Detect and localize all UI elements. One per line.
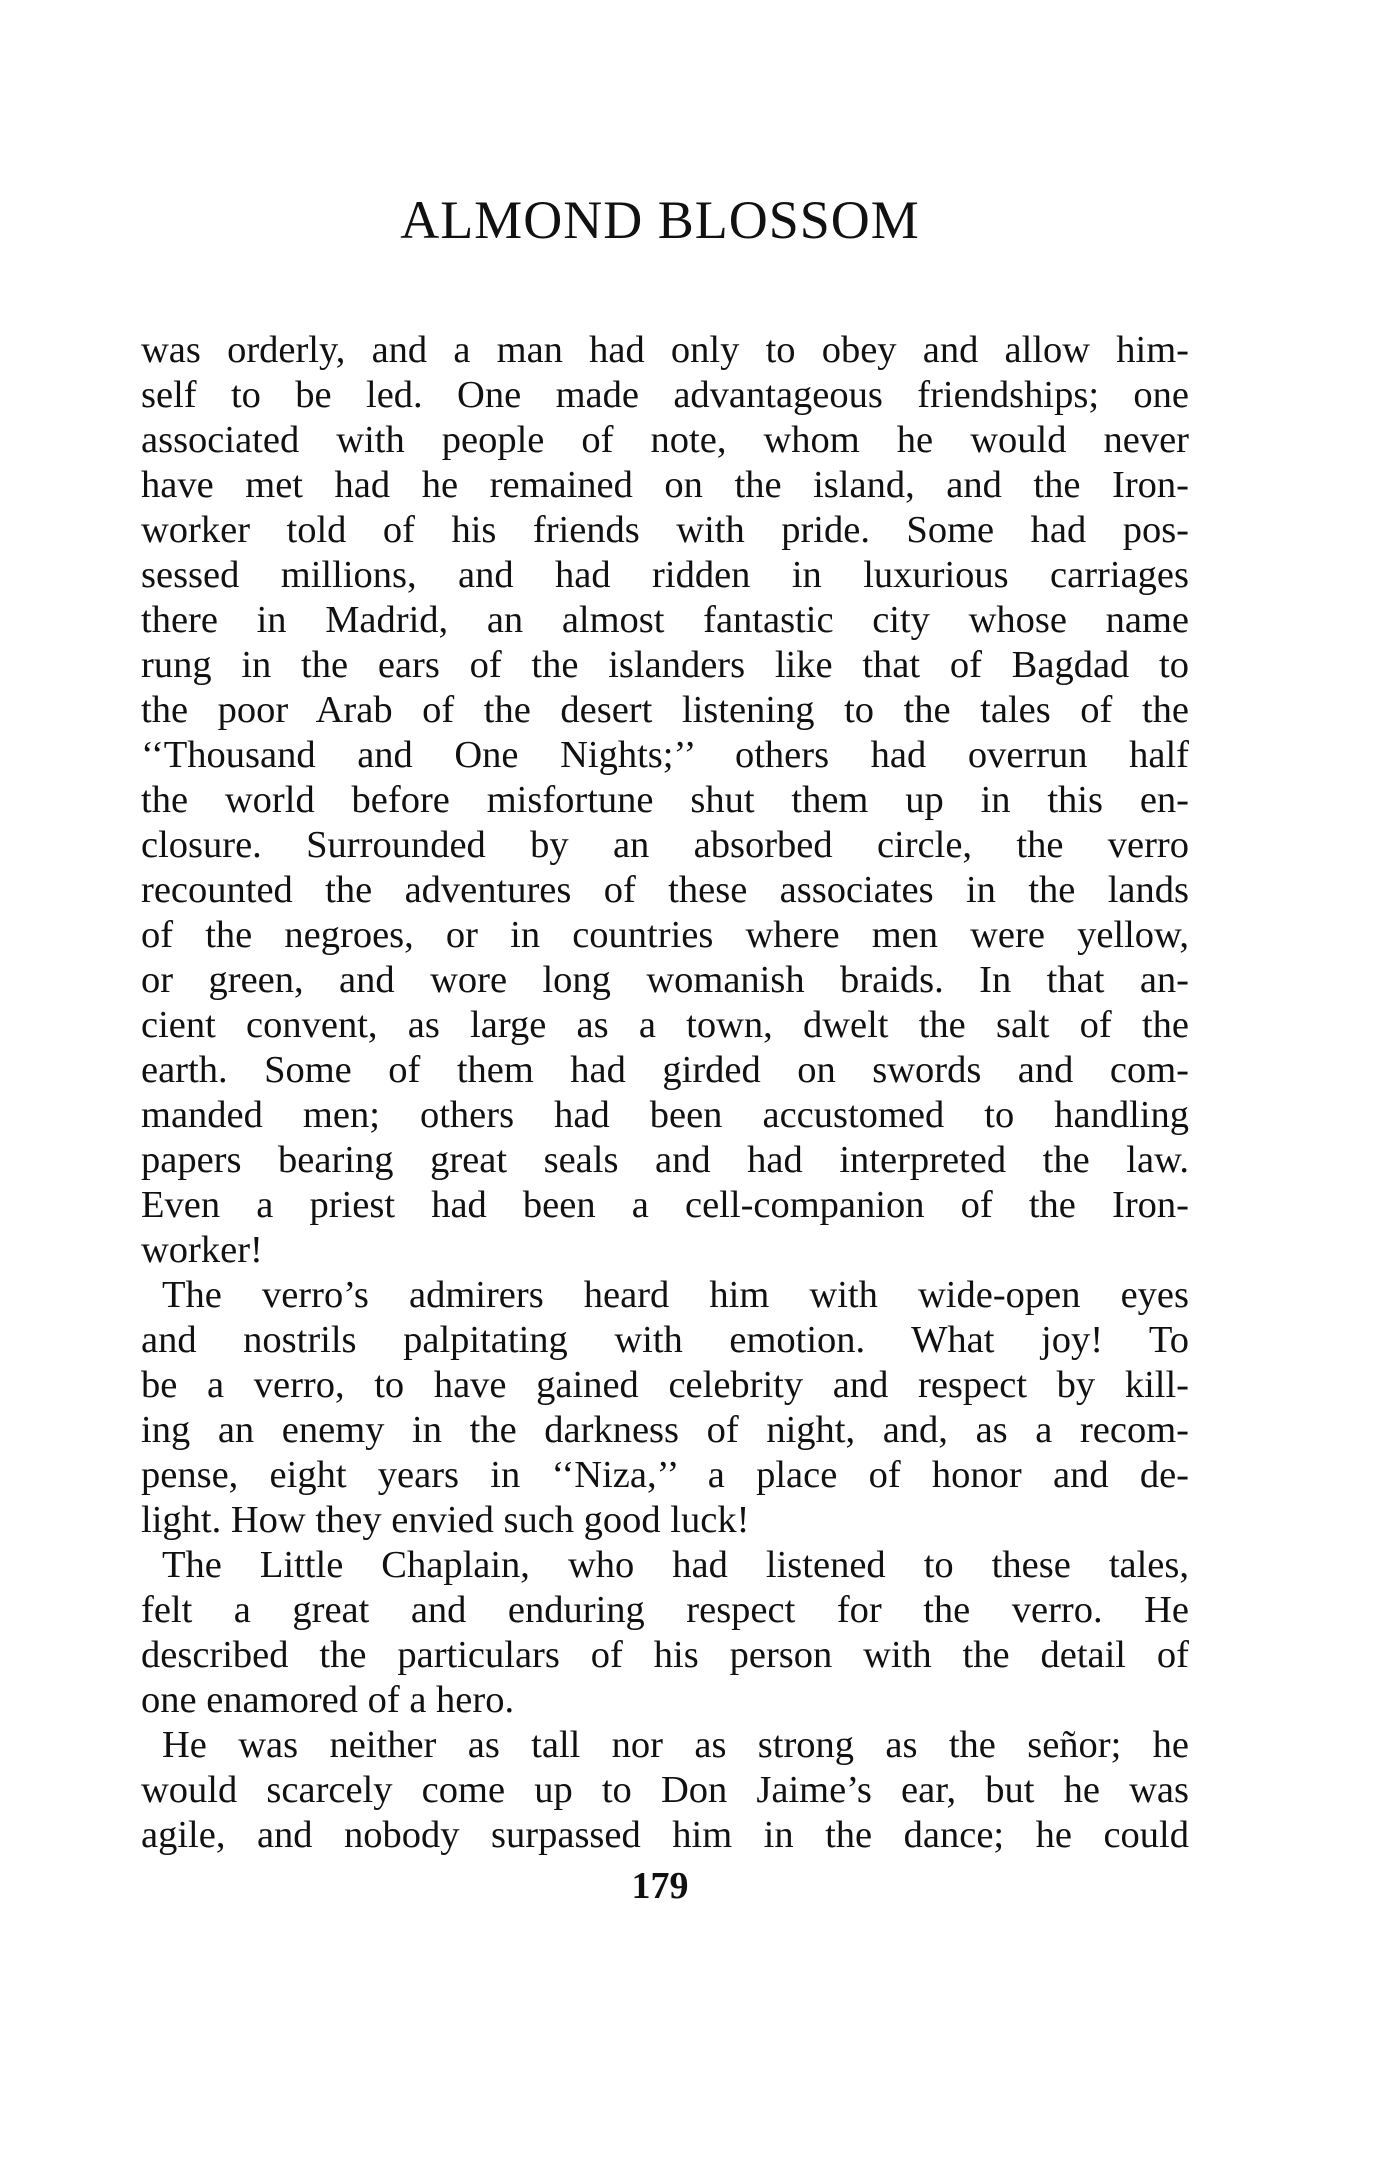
text-line: recounted the adventures of these associates in the lands — [141, 869, 1189, 911]
text-line: associated with people of note, whom he would never — [141, 419, 1189, 461]
text-line: have met had he remained on the island, and the Iron- — [141, 464, 1189, 506]
text-line: be a verro, to have gained celebrity and respect by kill- — [141, 1364, 1189, 1406]
text-line: agile, and nobody surpassed him in the dance; he could — [141, 1814, 1189, 1856]
text-line: or green, and wore long womanish braids. In that an- — [141, 959, 1189, 1001]
text-line: manded men; others had been accustomed to handling — [141, 1094, 1189, 1136]
text-line: self to be led. One made advantageous friendships; one — [141, 374, 1189, 416]
page-number: 179 — [631, 1865, 689, 1907]
text-line: of the negroes, or in countries where men were yellow, — [141, 914, 1189, 956]
text-line: The verro’s admirers heard him with wide-open eyes — [162, 1274, 1189, 1316]
running-header-title: ALMOND BLOSSOM — [400, 190, 920, 250]
text-line: pense, eight years in ‘‘Niza,’’ a place of honor and de- — [141, 1454, 1189, 1496]
text-line: cient convent, as large as a town, dwelt the salt of the — [141, 1004, 1189, 1046]
text-line: the world before misfortune shut them up in this en- — [141, 779, 1189, 821]
text-line: rung in the ears of the islanders like that of Bagdad to — [141, 644, 1189, 686]
text-line: light. How they envied such good luck! — [141, 1499, 750, 1541]
text-line: He was neither as tall nor as strong as the señor; he — [162, 1724, 1189, 1766]
text-line: closure. Surrounded by an absorbed circle, the verro — [141, 824, 1189, 866]
text-line: worker told of his friends with pride. Some had pos- — [141, 509, 1189, 551]
text-line: earth. Some of them had girded on swords and com- — [141, 1049, 1189, 1091]
text-line: Even a priest had been a cell-companion of the Iron- — [141, 1184, 1189, 1226]
text-line: described the particulars of his person with the detail of — [141, 1634, 1189, 1676]
text-line: would scarcely come up to Don Jaime’s ear, but he was — [141, 1769, 1189, 1811]
text-line: The Little Chaplain, who had listened to these tales, — [162, 1544, 1189, 1586]
body-text — [141, 328, 1189, 1858]
text-line: papers bearing great seals and had interpreted the law. — [141, 1139, 1189, 1181]
text-line: and nostrils palpitating with emotion. What joy! To — [141, 1319, 1189, 1361]
text-line: one enamored of a hero. — [141, 1679, 515, 1721]
text-line: ing an enemy in the darkness of night, and, as a recom- — [141, 1409, 1189, 1451]
text-line: sessed millions, and had ridden in luxurious carriages — [141, 554, 1189, 596]
text-line: felt a great and enduring respect for the verro. He — [141, 1589, 1189, 1631]
text-line: was orderly, and a man had only to obey and allow him- — [141, 329, 1189, 371]
text-line: there in Madrid, an almost fantastic city whose name — [141, 599, 1189, 641]
text-line: the poor Arab of the desert listening to the tales of the — [141, 689, 1189, 731]
text-line: ‘‘Thousand and One Nights;’’ others had overrun half — [141, 734, 1189, 776]
text-line: worker! — [141, 1229, 263, 1271]
